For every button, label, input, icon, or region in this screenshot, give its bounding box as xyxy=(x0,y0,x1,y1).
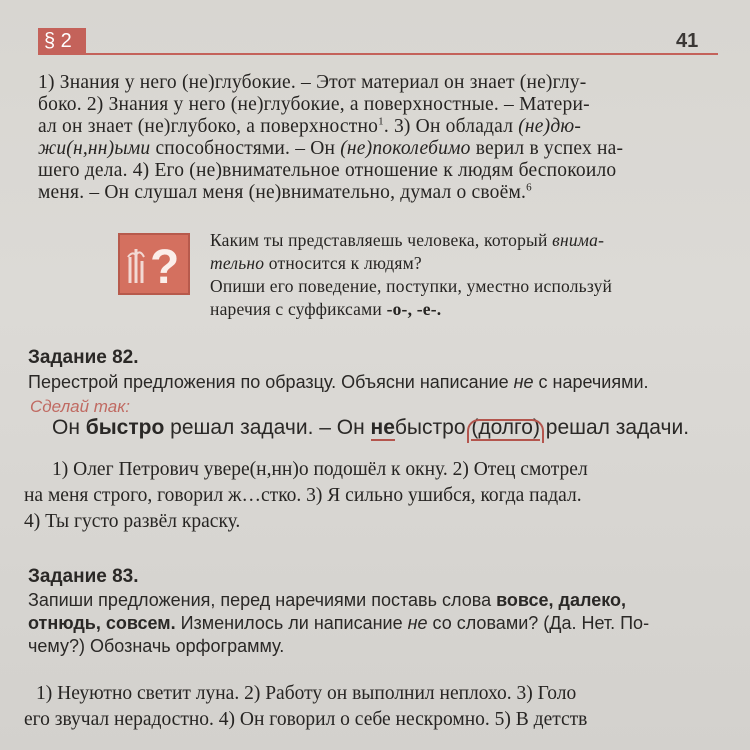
question-mark-icon xyxy=(118,233,190,295)
footnote-mark: 6 xyxy=(526,181,532,194)
sample-label: Сделай так: xyxy=(30,397,130,416)
text-line: Каким ты представляешь человека, который внима- xyxy=(210,230,605,250)
text-line: жи(н,нн)ыми способностями. – Он (не)поколебимо верил в успех на- xyxy=(38,138,624,159)
question-text xyxy=(210,229,730,321)
text-line: ал он знает (не)глубоко, а поверхностно$^1$. 3) Он обладал (не)дю- xyxy=(38,115,582,137)
intro-paragraph xyxy=(38,72,728,204)
text-line: его звучал нерадостно. 4) Он говорил о себе нескромно. 5) В детств xyxy=(24,709,588,730)
text-line: Запиши предложения, перед наречиями поставь слова вовсе, далеко, xyxy=(28,590,626,610)
task-82-instruction: Перестрой предложения по образцу. Объясни написание не с наречиями. xyxy=(28,372,649,392)
synonym-mark: (долго) xyxy=(471,416,540,439)
text-line: 1) Олег Петрович увере(н,нн)о подошёл к окну. 2) Отец смотрел xyxy=(52,459,588,480)
ne-prefix: не xyxy=(370,416,395,439)
text-line: отнюдь, совсем. Изменилось ли написание не со словами? (Да. Нет. По- xyxy=(28,613,650,633)
text-line: боко. 2) Знания у него (не)глубокие, а поверхностные. – Матери- xyxy=(38,94,590,115)
task-82-title: Задание 82. xyxy=(28,347,139,368)
text-line: чему?) Обозначь орфограмму. xyxy=(28,636,285,656)
task-83-instruction xyxy=(28,589,748,658)
sample-sentence: Он быстро решал задачи. – Он небыстро (долго) решал задачи. xyxy=(52,416,690,439)
text-line: шего дела. 4) Его (не)внимательное отношение к людям беспокоило xyxy=(38,160,617,181)
text-line: наречия с суффиксами -о-, -е-. xyxy=(210,299,442,319)
text-line: 4) Ты густо развёл краску. xyxy=(24,511,241,532)
svg-text:?: ? xyxy=(150,241,180,293)
text-line: меня. – Он слушал меня (не)внимательно, думал о своём.$^6$ xyxy=(38,181,532,203)
section-tab: § 2 xyxy=(38,28,86,54)
text-line: 1) Неуютно светит луна. 2) Работу он выполнил неплохо. 3) Голо xyxy=(36,683,577,704)
task-83-exercise xyxy=(24,682,746,732)
task-83-title: Задание 83. xyxy=(28,566,139,587)
header-rule xyxy=(38,53,718,55)
text-line: на меня строго, говорил ж…стко. 3) Я сильно ушибся, когда падал. xyxy=(24,485,582,506)
page-number: 41 xyxy=(676,30,699,52)
text-line: тельно относится к людям? xyxy=(210,253,422,273)
text-line: 1) Знания у него (не)глубокие. – Этот материал он знает (не)глу- xyxy=(38,72,587,93)
task-82-exercise xyxy=(24,458,746,534)
footnote-mark: 1 xyxy=(378,115,384,128)
text-line: Опиши его поведение, поступки, уместно используй xyxy=(210,276,613,296)
